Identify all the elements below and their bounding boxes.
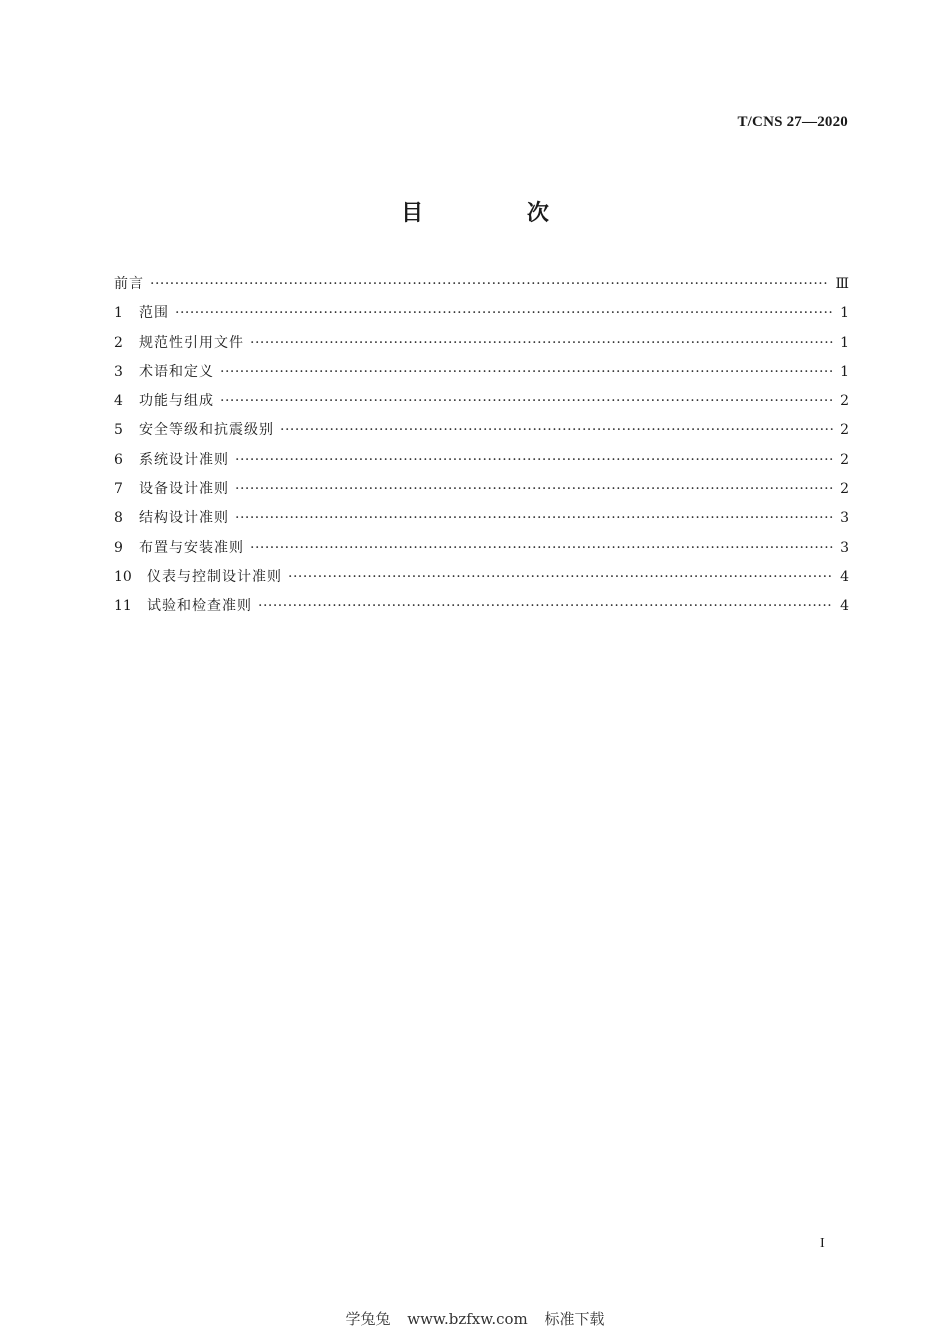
toc-entry-label: 系统设计准则	[139, 451, 229, 468]
toc-dot-leader	[235, 449, 833, 471]
toc-entry-page: 2	[840, 481, 849, 498]
watermark-url[interactable]: www.bzfxw.com	[407, 1310, 528, 1328]
toc-entry-label: 术语和定义	[139, 363, 214, 380]
toc-dot-leader	[150, 273, 829, 295]
toc-entry-system-design[interactable]	[114, 449, 849, 478]
toc-entry-label: 安全等级和抗震级别	[139, 422, 274, 439]
toc-entry-number: 11	[114, 598, 132, 615]
toc-entry-label: 规范性引用文件	[139, 334, 244, 351]
toc-dot-leader	[280, 419, 833, 441]
toc-entry-label: 试验和检查准则	[147, 598, 252, 615]
toc-entry-test-inspection[interactable]	[114, 595, 849, 624]
toc-entry-label: 前言	[114, 276, 144, 292]
toc-entry-page: Ⅲ	[835, 276, 849, 292]
watermark	[0, 1308, 950, 1329]
toc-entry-instrumentation-control[interactable]	[114, 566, 849, 595]
toc-entry-number: 8	[114, 510, 123, 527]
toc-entry-scope[interactable]	[114, 302, 849, 331]
toc-entry-page: 3	[840, 539, 849, 556]
toc-entry-function-composition[interactable]	[114, 390, 849, 419]
toc-dot-leader	[220, 390, 833, 412]
toc-entry-number: 2	[114, 334, 123, 351]
toc-entry-page: 2	[840, 393, 849, 410]
toc-entry-number: 5	[114, 422, 123, 439]
toc-entry-page: 4	[840, 598, 849, 615]
toc-entry-page: 2	[840, 451, 849, 468]
toc-entry-page: 1	[840, 363, 849, 380]
toc-dot-leader	[258, 595, 833, 617]
toc-entry-equipment-design[interactable]	[114, 478, 849, 507]
toc-entry-label: 功能与组成	[139, 393, 214, 410]
toc-entry-label: 布置与安装准则	[139, 539, 244, 556]
toc-entry-label: 仪表与控制设计准则	[147, 568, 282, 585]
toc-dot-leader	[235, 478, 833, 500]
toc-entry-terms-definitions[interactable]	[114, 361, 849, 390]
toc-dot-leader	[250, 537, 833, 559]
toc-dot-leader	[250, 332, 833, 354]
watermark-tagline: 标准下载	[544, 1310, 605, 1328]
toc-dot-leader	[288, 566, 833, 588]
toc-dot-leader	[175, 302, 833, 324]
toc-entry-page: 1	[840, 334, 849, 351]
toc-entry-safety-seismic-class[interactable]	[114, 419, 849, 448]
toc-entry-page: 2	[840, 422, 849, 439]
toc-entry-number: 1	[114, 305, 123, 322]
toc-title: 目 次	[401, 201, 597, 226]
toc-entry-number: 7	[114, 481, 123, 498]
toc-dot-leader	[235, 507, 833, 529]
toc-entry-number: 3	[114, 363, 123, 380]
toc-entry-structural-design[interactable]	[114, 507, 849, 536]
toc-entry-page: 1	[840, 305, 849, 322]
toc-entry-page: 4	[840, 568, 849, 585]
toc-entry-number: 6	[114, 451, 123, 468]
page-number: I	[820, 1236, 825, 1251]
toc-entry-number: 4	[114, 393, 123, 410]
toc-dot-leader	[220, 361, 833, 383]
toc-entry-layout-installation[interactable]	[114, 537, 849, 566]
toc-entry-label: 设备设计准则	[139, 481, 229, 498]
watermark-site-name: 学兔兔	[345, 1310, 391, 1328]
table-of-contents	[114, 273, 849, 625]
toc-entry-foreword[interactable]	[114, 273, 849, 302]
toc-entry-number: 9	[114, 539, 123, 556]
toc-entry-label: 结构设计准则	[139, 510, 229, 527]
toc-entry-label: 范围	[139, 305, 169, 322]
document-code: T/CNS 27—2020	[737, 114, 848, 130]
toc-entry-page: 3	[840, 510, 849, 527]
toc-entry-normative-references[interactable]	[114, 332, 849, 361]
toc-entry-number: 10	[114, 568, 132, 585]
